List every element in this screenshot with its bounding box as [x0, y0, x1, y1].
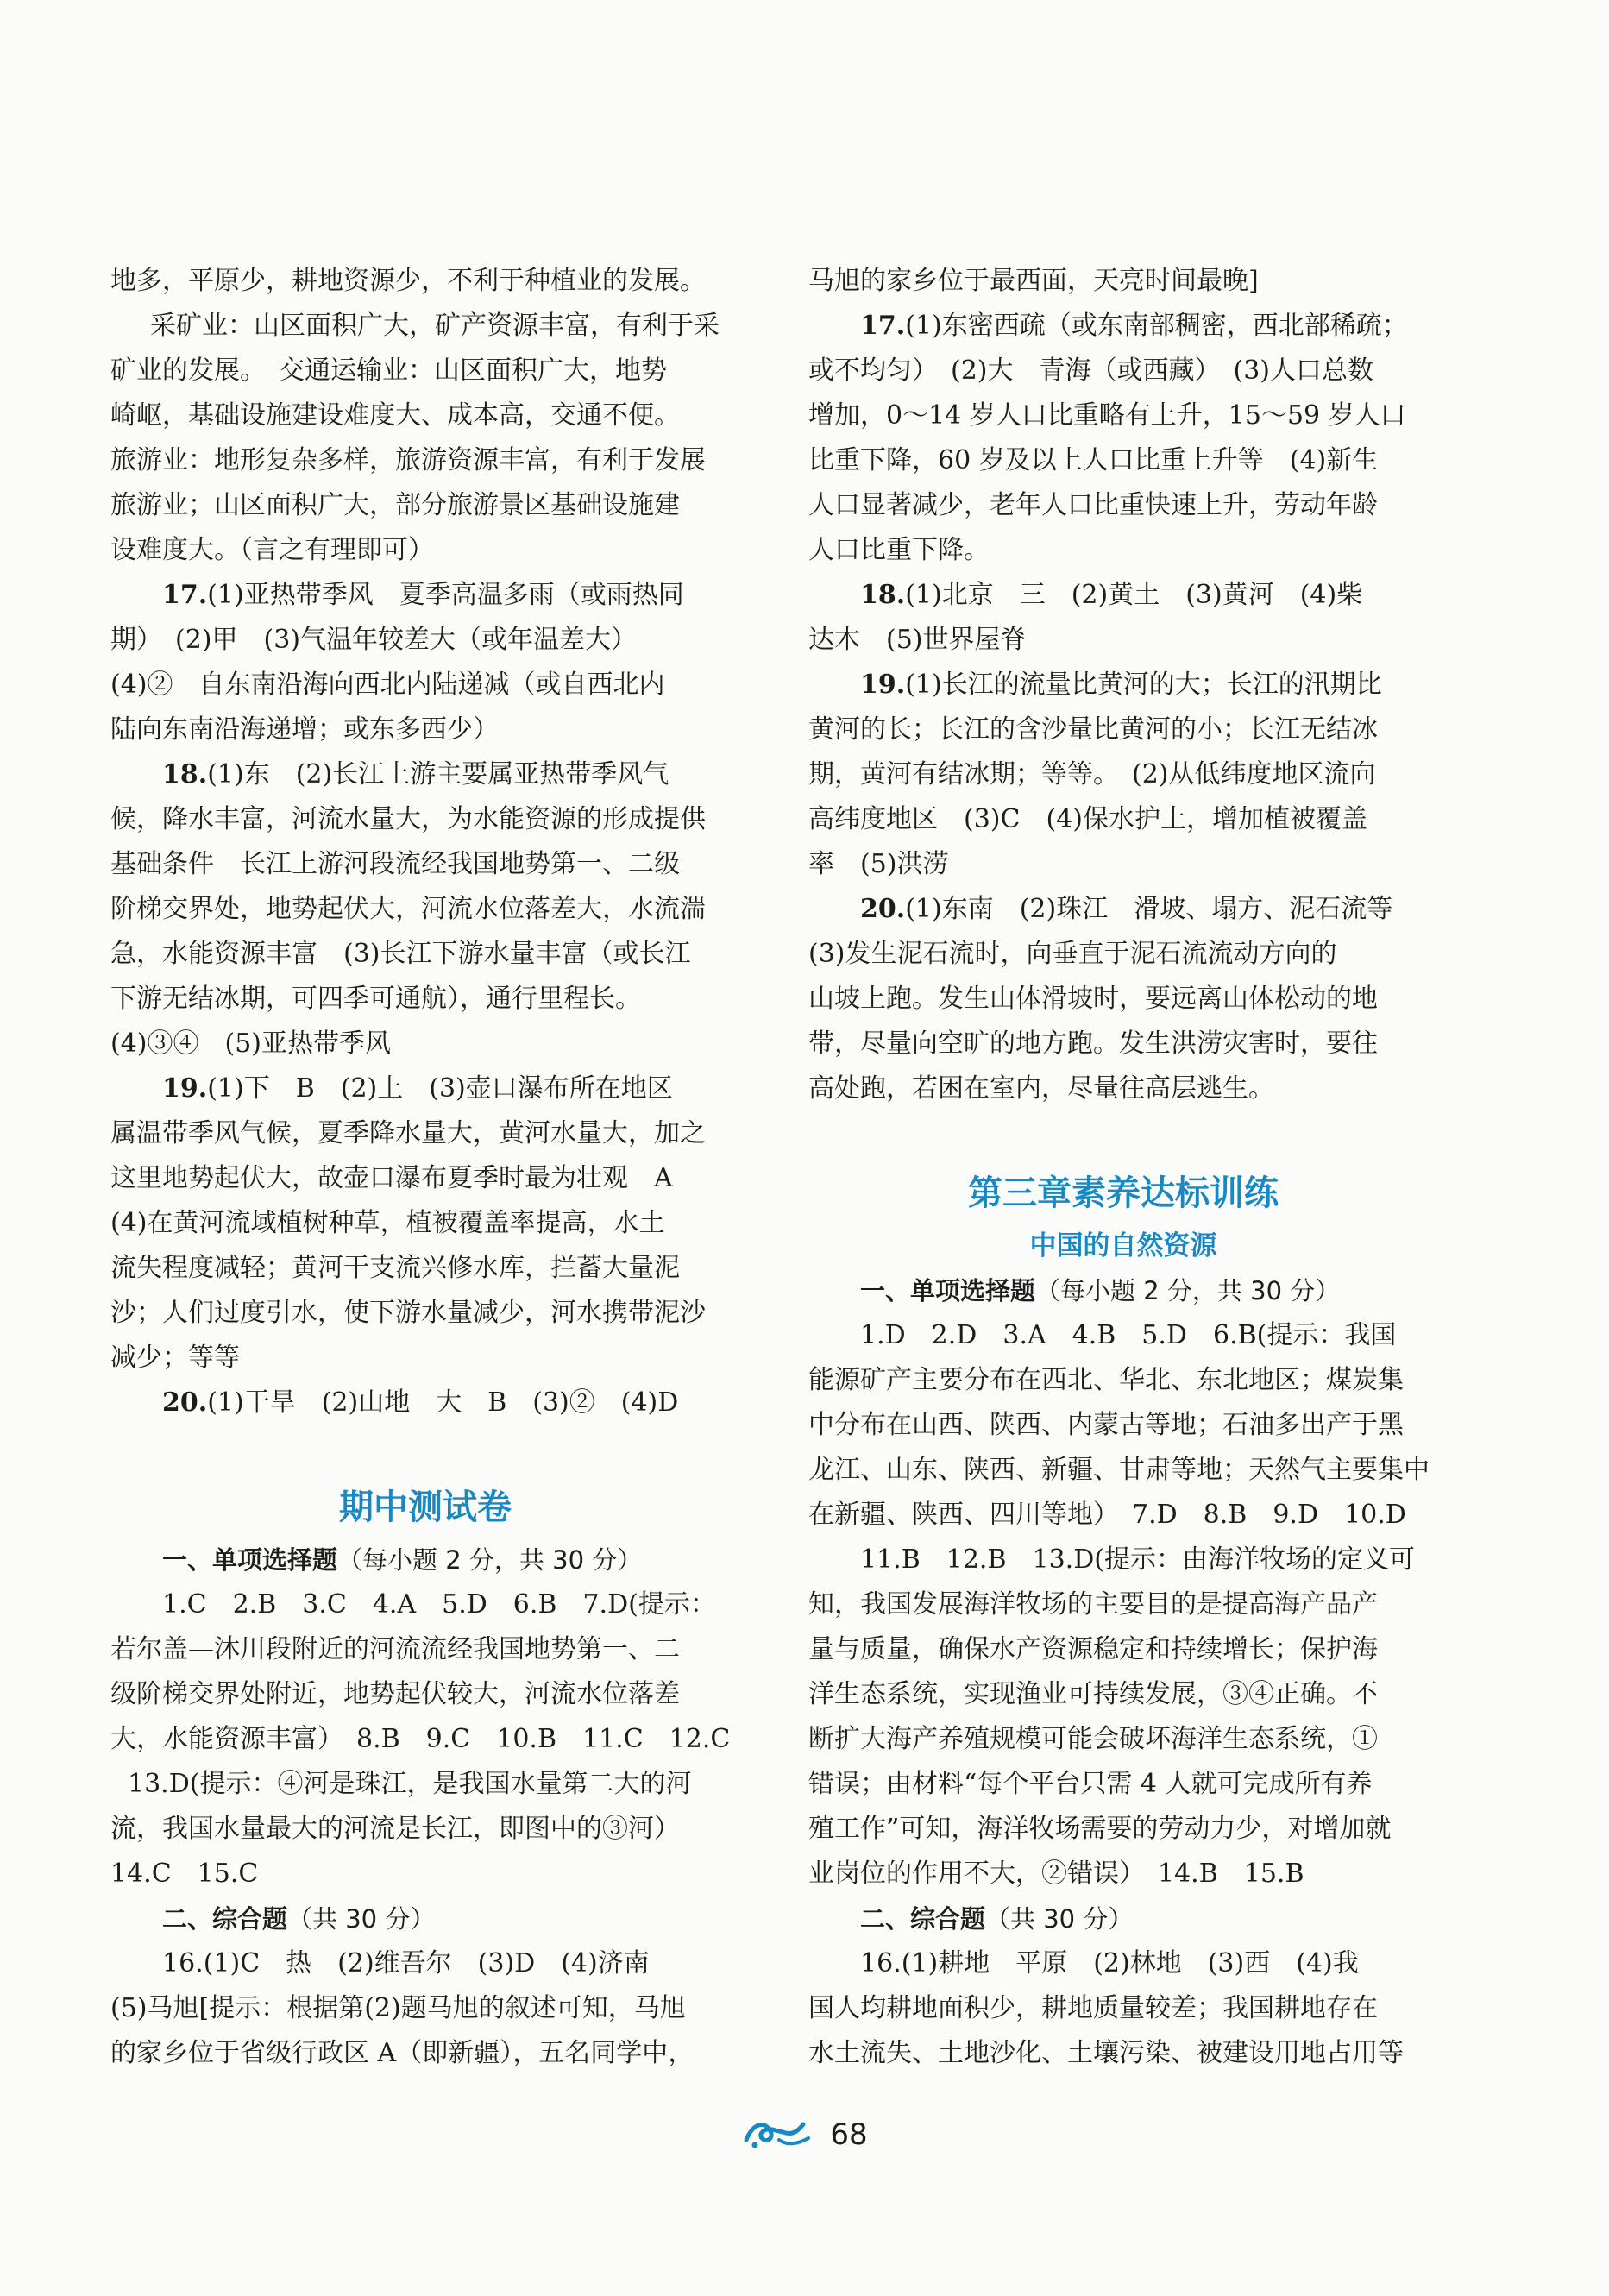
question-number: 18.: [162, 759, 208, 789]
text-line: 中分布在山西、陕西、内蒙古等地；石油多出产于黑: [808, 1410, 1404, 1440]
text-line: 旅游业：地形复杂多样，旅游资源丰富，有利于发展: [110, 445, 706, 475]
answer-line: [110, 1111, 740, 1156]
answer-text: 马旭的家乡位于最西面，天亮时间最晚]: [808, 266, 1259, 296]
answer-line: [110, 1336, 740, 1381]
text-line: 11.B 12.B 13.D(提示：由海洋牧场的定义可: [860, 1544, 1415, 1575]
section-label: 二、综合题: [162, 1904, 288, 1934]
answer-text: (4)在黄河流域植树种草，植被覆盖率提高，水土: [110, 1208, 665, 1238]
answer-text: (1)东密西疏（或东南部稠密，西北部稀疏；: [905, 311, 1408, 341]
left-column: [110, 259, 740, 2076]
answer-line: [808, 573, 1438, 618]
answer-line: [808, 932, 1438, 977]
answer-text: (1)干旱 (2)山地 大 B (3)② (4)D: [207, 1387, 679, 1418]
answer-line: [808, 259, 1438, 304]
question-number: 17.: [860, 311, 906, 341]
text-line: 采矿业：山区面积广大，矿产资源丰富，有利于采: [150, 311, 720, 341]
question-number: 19.: [162, 1073, 208, 1104]
answer-text: 高处跑，若困在室内，尽量往高层逃生。: [808, 1073, 1274, 1104]
text-line: 14.C 15.C: [110, 1859, 259, 1889]
answer-text: (3)发生泥石流时，向垂直于泥石流流动方向的: [808, 939, 1337, 969]
answer-text: (1)长江的流量比黄河的大；长江的汛期比: [905, 670, 1382, 700]
answer-line: [808, 483, 1438, 528]
answer-line: [110, 573, 740, 618]
answer-line: [110, 618, 740, 663]
text-line: 量与质量，确保水产资源稳定和持续增长；保护海: [808, 1634, 1378, 1664]
answer-line: [110, 1381, 740, 1425]
answer-line: [110, 663, 740, 708]
answer-text: 陆向东南沿海递增；或东多西少）: [110, 714, 499, 745]
answer-text: 下游无结冰期，可四季可通航），通行里程长。: [110, 984, 641, 1014]
answer-line: [110, 932, 740, 977]
midterm-title: 期中测试卷: [339, 1488, 512, 1527]
answer-line: [110, 842, 740, 887]
answer-text: 沙；人们过度引水，使下游水量减少，河水携带泥沙: [110, 1298, 706, 1328]
answer-line: [110, 887, 740, 932]
answer-text: (1)亚热带季风 夏季高温多雨（或雨热同: [207, 580, 684, 610]
answer-text: 或不均匀） (2)大 青海（或西藏） (3)人口总数: [808, 355, 1373, 386]
answer-line: [110, 708, 740, 752]
right-answers-16-20: [808, 259, 1438, 1111]
text-line: 16.(1)耕地 平原 (2)林地 (3)西 (4)我: [860, 1948, 1359, 1978]
answer-text: 山坡上跑。发生山体滑坡时，要远离山体松动的地: [808, 984, 1378, 1014]
answer-text: 率 (5)洪涝: [808, 849, 949, 879]
text-line: 知，我国发展海洋牧场的主要目的是提高海产品产: [808, 1589, 1378, 1620]
text-line: 地多，平原少，耕地资源少，不利于种植业的发展。: [110, 266, 706, 296]
question-number: 19.: [860, 670, 906, 700]
question-number: 18.: [860, 580, 906, 610]
answer-line: [808, 618, 1438, 663]
answer-line: [110, 1246, 740, 1291]
answer-line: [110, 1156, 740, 1201]
answer-text: 流失程度减轻；黄河干支流兴修水库，拦蓄大量泥: [110, 1253, 680, 1283]
text-line: 断扩大海产养殖规模可能会破坏海洋生态系统，①: [808, 1724, 1378, 1754]
answer-text: 带，尽量向空旷的地方跑。发生洪涝灾害时，要往: [808, 1028, 1378, 1059]
answer-line: [808, 304, 1438, 349]
answer-text: (4)③④ (5)亚热带季风: [110, 1028, 391, 1059]
answer-text: 急，水能资源丰富 (3)长江下游水量丰富（或长江: [110, 939, 691, 969]
right-column: [808, 259, 1438, 2076]
answer-line: [808, 887, 1438, 932]
question-number: 20.: [162, 1387, 208, 1418]
chapter3-answers2: [808, 1941, 1438, 2076]
question-number: 20.: [860, 894, 906, 924]
answer-line: [110, 977, 740, 1022]
answer-line: [808, 349, 1438, 393]
section-label: 二、综合题: [860, 1904, 986, 1934]
answer-line: [808, 797, 1438, 842]
text-line: 级阶梯交界处附近，地势起伏较大，河流水位落差: [110, 1679, 680, 1709]
left-block1: [110, 259, 740, 573]
answer-text: 达木 (5)世界屋脊: [808, 625, 1027, 655]
text-line: 水土流失、土地沙化、土壤污染、被建设用地占用等: [808, 2038, 1404, 2068]
text-line: 的家乡位于省级行政区 A（即新疆），五名同学中，: [110, 2038, 695, 2068]
answer-line: [808, 708, 1438, 752]
text-line: 在新疆、陕西、四川等地） 7.D 8.B 9.D 10.D: [808, 1500, 1406, 1530]
chapter3-subtitle: 中国的自然资源: [1029, 1230, 1217, 1261]
answer-line: [808, 977, 1438, 1022]
page-footer: [0, 2114, 1609, 2155]
answer-line: [110, 1066, 740, 1111]
text-line: 错误；由材料“每个平台只需 4 人就可完成所有养: [808, 1769, 1373, 1799]
text-line: 业岗位的作用不大，②错误） 14.B 15.B: [808, 1859, 1304, 1889]
answer-text: 人口显著减少，老年人口比重快速上升，劳动年龄: [808, 490, 1378, 520]
answer-text: 比重下降，60 岁及以上人口比重上升等 (4)新生: [808, 445, 1379, 475]
text-line: (5)马旭[提示：根据第(2)题马旭的叙述可知，马旭: [110, 1993, 686, 2023]
answer-text: (1)北京 三 (2)黄土 (3)黄河 (4)柴: [905, 580, 1363, 610]
text-line: 崎岖，基础设施建设难度大、成本高，交通不便。: [110, 400, 680, 431]
brush-swirl-icon: [741, 2114, 814, 2155]
answer-line: [808, 438, 1438, 483]
text-line: 殖工作”可知，海洋牧场需要的劳动力少，对增加就: [808, 1814, 1392, 1844]
chapter3-section1-title: [808, 1268, 1438, 1313]
text-line: 龙江、山东、陕西、新疆、甘肃等地；天然气主要集中: [808, 1455, 1430, 1485]
section-note: （每小题 2 分，共 30 分）: [337, 1545, 643, 1575]
chapter3-section2-title: [808, 1897, 1438, 1941]
answer-text: 属温带季风气候，夏季降水量大，黄河水量大，加之: [110, 1118, 706, 1148]
section-note: （共 30 分）: [985, 1904, 1134, 1934]
answer-text: 高纬度地区 (3)C (4)保水护土，增加植被覆盖: [808, 804, 1367, 834]
answer-text: (4)② 自东南沿海向西北内陆递减（或自西北内: [110, 670, 665, 700]
answer-line: [110, 752, 740, 797]
answer-line: [808, 1066, 1438, 1111]
answer-text: 期，黄河有结冰期；等等。 (2)从低纬度地区流向: [808, 759, 1376, 789]
answer-line: [110, 797, 740, 842]
text-line: 设难度大。（言之有理即可）: [110, 535, 434, 565]
answer-line: [808, 1022, 1438, 1066]
question-number: 17.: [162, 580, 208, 610]
midterm-answers2: [110, 1941, 740, 2076]
text-line: 1.C 2.B 3.C 4.A 5.D 6.B 7.D(提示：: [162, 1589, 716, 1620]
section-note: （共 30 分）: [287, 1904, 436, 1934]
answer-line: [808, 663, 1438, 708]
text-line: 矿业的发展。 交通运输业：山区面积广大，地势: [110, 355, 667, 386]
answer-text: (1)东 (2)长江上游主要属亚热带季风气: [207, 759, 669, 789]
section-note: （每小题 2 分，共 30 分）: [1035, 1276, 1341, 1305]
answer-line: [808, 752, 1438, 797]
answer-text: 人口比重下降。: [808, 535, 990, 565]
text-line: 1.D 2.D 3.A 4.B 5.D 6.B(提示：我国: [860, 1320, 1397, 1350]
answer-line: [808, 528, 1438, 573]
text-line: 16.(1)C 热 (2)维吾尔 (3)D (4)济南: [162, 1948, 650, 1978]
answer-text: 减少；等等: [110, 1343, 240, 1373]
answer-line: [110, 1201, 740, 1246]
section-label: 一、单项选择题: [162, 1545, 338, 1575]
midterm-section2-title: [110, 1897, 740, 1941]
text-line: 洋生态系统，实现渔业可持续发展，③④正确。不: [808, 1679, 1378, 1709]
text-line: 国人均耕地面积少，耕地质量较差；我国耕地存在: [808, 1993, 1378, 2023]
midterm-section1-title: [110, 1538, 740, 1582]
chapter3-answers1: [808, 1313, 1438, 1897]
answer-text: 增加，0～14 岁人口比重略有上升，15～59 岁人口: [808, 400, 1406, 431]
answer-text: (1)东南 (2)珠江 滑坡、塌方、泥石流等: [905, 894, 1393, 924]
answer-line: [110, 1022, 740, 1066]
section-label: 一、单项选择题: [860, 1276, 1036, 1305]
text-line: 能源矿产主要分布在西北、华北、东北地区；煤炭集: [808, 1365, 1404, 1395]
text-line: 旅游业；山区面积广大，部分旅游景区基础设施建: [110, 490, 680, 520]
answer-text: 黄河的长；长江的含沙量比黄河的小；长江无结冰: [808, 714, 1378, 745]
text-line: 13.D(提示：④河是珠江，是我国水量第二大的河: [128, 1769, 692, 1799]
text-line: 若尔盖—沐川段附近的河流流经我国地势第一、二: [110, 1634, 680, 1664]
answer-text: 期） (2)甲 (3)气温年较差大（或年温差大）: [110, 625, 637, 655]
midterm-answers1: [110, 1582, 740, 1897]
answer-text: (1)下 B (2)上 (3)壶口瀑布所在地区: [207, 1073, 673, 1104]
left-answers-17-20: [110, 573, 740, 1425]
answer-text: 候，降水丰富，河流水量大，为水能资源的形成提供: [110, 804, 706, 834]
chapter3-title: 第三章素养达标训练: [968, 1173, 1279, 1213]
text-line: 大，水能资源丰富） 8.B 9.C 10.B 11.C 12.C: [110, 1724, 731, 1754]
answer-text: 这里地势起伏大，故壶口瀑布夏季时最为壮观 A: [110, 1163, 673, 1193]
answer-line: [808, 842, 1438, 887]
page-number: 68: [830, 2117, 868, 2152]
text-line: 流，我国水量最大的河流是长江，即图中的③河）: [110, 1814, 680, 1844]
answer-line: [110, 1291, 740, 1336]
answer-text: 基础条件 长江上游河段流经我国地势第一、二级: [110, 849, 680, 879]
answer-text: 阶梯交界处，地势起伏大，河流水位落差大，水流湍: [110, 894, 706, 924]
answer-line: [808, 393, 1438, 438]
